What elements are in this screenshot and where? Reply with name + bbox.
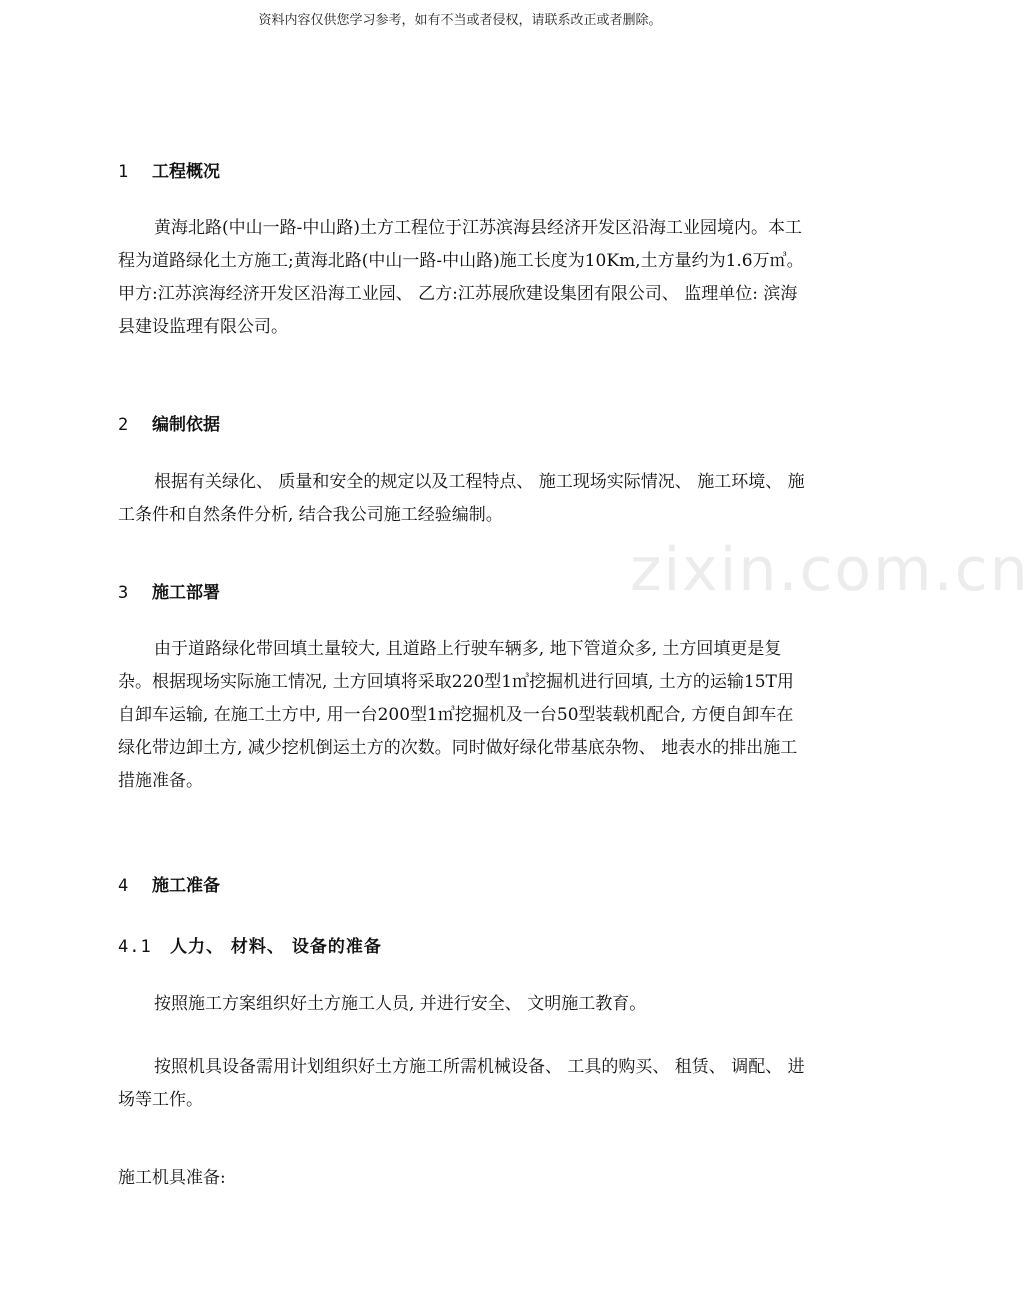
watermark: zixin.com.cn [630,535,1030,605]
subsection-heading-4-1 [118,932,382,957]
section-heading-4 [118,871,220,896]
paragraph-deployment: 由于道路绿化带回填土量较大, 且道路上行驶车辆多, 地下管道众多, 土方回填更是复杂。根据现场实际施工情况, 土方回填将采取220型1㎥挖掘机进行回填, 土方的运输15T用自卸车运输, 在施工土方中, 用一台200型1㎥挖掘机及一台50型装载机配合, 方便自卸车在绿化带边卸土方, 减少挖机倒运土方的次数。同时做好绿化带基底杂物、 地表水的排出施工措施准备。 [118,639,798,791]
subsection-title: 人力、 材料、 设备的准备 [170,937,382,957]
page-header-disclaimer: 资料内容仅供您学习参考，如有不当或者侵权，请联系改正或者删除。 [258,13,662,28]
section-title: 编制依据 [152,415,220,435]
paragraph-staff-preparation: 按照施工方案组织好土方施工人员, 并进行安全、 文明施工教育。 [154,994,647,1014]
section-heading-3 [118,578,220,603]
section-number: 1 [118,162,129,182]
section-heading-2 [118,410,220,435]
section-number: 2 [118,415,129,435]
section-title: 施工准备 [152,876,220,896]
subsection-number: 4.1 [118,937,152,957]
section-title: 工程概况 [152,162,220,182]
section-title: 施工部署 [152,583,220,603]
paragraph-project-overview: 黄海北路(中山一路-中山路)土方工程位于江苏滨海县经济开发区沿海工业园境内。本工程为道路绿化土方施工;黄海北路(中山一路-中山路)施工长度为10Km,土方量约为1.6万㎥。甲方:江苏滨海经济开发区沿海工业园、 乙方:江苏展欣建设集团有限公司、 监理单位: 滨海县建设监理有限公司。 [118,218,804,337]
section-heading-1 [118,157,220,182]
section-number: 4 [118,876,129,896]
paragraph-equipment-plan: 按照机具设备需用计划组织好土方施工所需机械设备、 工具的购买、 租赁、 调配、 进场等工作。 [118,1057,805,1110]
section-number: 3 [118,583,129,603]
paragraph-machinery-label: 施工机具准备: [118,1168,226,1188]
paragraph-basis: 根据有关绿化、 质量和安全的规定以及工程特点、 施工现场实际情况、 施工环境、 施工条件和自然条件分析, 结合我公司施工经验编制。 [118,472,805,525]
